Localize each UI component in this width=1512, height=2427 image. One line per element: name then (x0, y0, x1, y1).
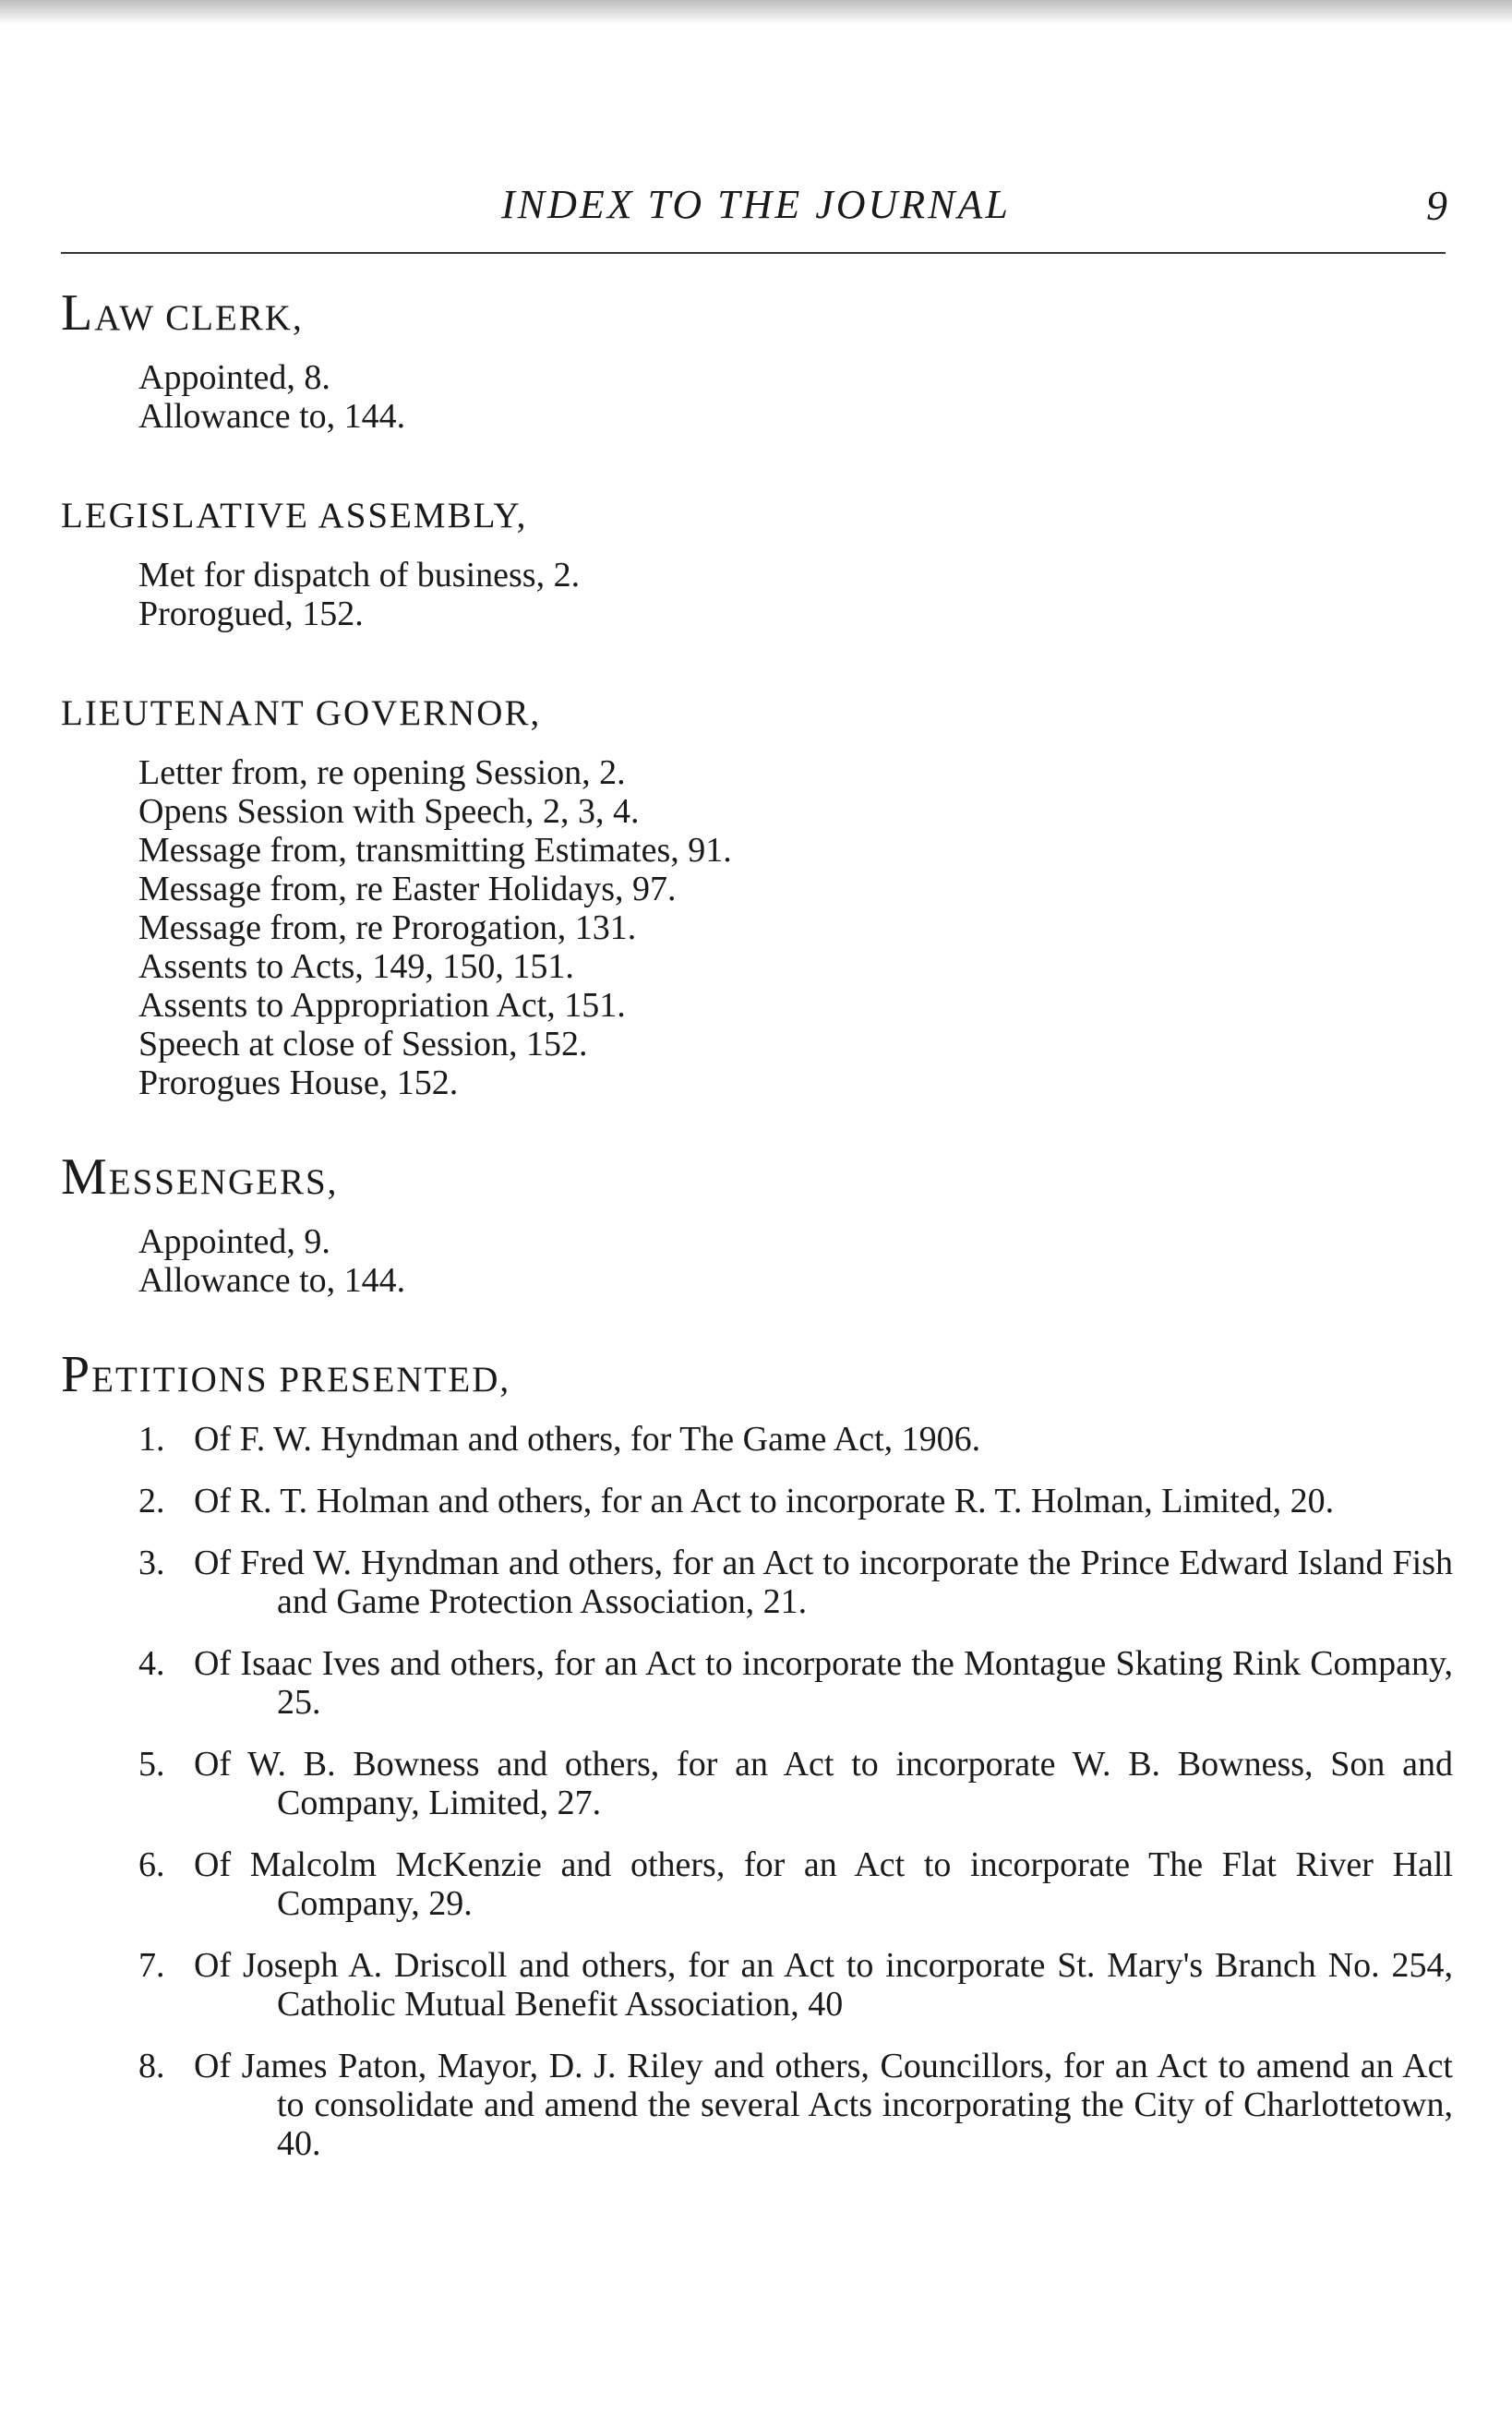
entry-item: Prorogues House, 152. (138, 1063, 459, 1102)
scan-edge-shadow (0, 0, 1512, 24)
entry-item: Message from, re Prorogation, 131. (138, 908, 637, 947)
petition-number: 4. (138, 1644, 165, 1683)
heading-text: LIEUTENANT GOVERNOR, (61, 693, 542, 733)
index-entry-legislative-assembly (61, 491, 1453, 633)
petition-number: 7. (138, 1946, 165, 1985)
entry-heading (61, 689, 1453, 733)
drop-initial: L (61, 284, 95, 342)
running-title: INDEX TO THE JOURNAL (501, 182, 1011, 227)
entry-items (138, 358, 1453, 436)
index-entry-law-clerk (61, 284, 1453, 436)
petition-text: Of F. W. Hyndman and others, for The Game Act, 1906. (194, 1420, 981, 1459)
petition-number: 3. (138, 1544, 165, 1582)
petition-item (138, 2047, 1453, 2163)
entry-item: Assents to Appropriation Act, 151. (138, 986, 626, 1025)
petition-item (138, 1946, 1453, 2024)
drop-initial: M (61, 1148, 109, 1206)
entry-heading (61, 491, 1453, 535)
entry-item: Appointed, 9. (138, 1222, 330, 1261)
petition-number: 2. (138, 1482, 165, 1520)
entry-items (138, 1222, 1453, 1300)
entry-item: Prorogued, 152. (138, 595, 364, 633)
petition-item (138, 1845, 1453, 1923)
entry-item: Assents to Acts, 149, 150, 151. (138, 947, 574, 986)
drop-initial: P (61, 1346, 92, 1403)
petition-text: Of R. T. Holman and others, for an Act to incorporate R. T. Holman, Limited, 20. (194, 1482, 1335, 1520)
entry-item: Speech at close of Session, 152. (138, 1025, 588, 1063)
index-entry-messengers (61, 1148, 1453, 1300)
entry-item: Met for dispatch of business, 2. (138, 556, 581, 595)
running-head (0, 181, 1512, 236)
entry-heading (61, 1346, 1453, 1403)
entry-heading (61, 284, 1453, 342)
entry-item: Message from, transmitting Estimates, 91. (138, 831, 732, 870)
petition-number: 1. (138, 1420, 165, 1459)
petition-number: 5. (138, 1745, 165, 1784)
heading-text: ESSENGERS, (108, 1162, 339, 1202)
petition-text: Of Isaac Ives and others, for an Act to incorporate the Montague Skating Rink Company, 25. (194, 1644, 1453, 1722)
petition-number: 8. (138, 2047, 165, 2085)
entry-item: Appointed, 8. (138, 358, 330, 397)
heading-text: LEGISLATIVE ASSEMBLY, (61, 496, 528, 535)
entry-item: Message from, re Easter Holidays, 97. (138, 870, 677, 908)
entry-heading (61, 1148, 1453, 1206)
entry-item: Opens Session with Speech, 2, 3, 4. (138, 792, 640, 831)
entry-item: Allowance to, 144. (138, 397, 406, 436)
petition-text: Of W. B. Bowness and others, for an Act to incorporate W. B. Bowness, Son and Company, Limited, 27. (194, 1745, 1453, 1822)
index-content (61, 284, 1453, 2186)
petition-item (138, 1745, 1453, 1822)
entry-item: Allowance to, 144. (138, 1261, 406, 1300)
index-entry-lieutenant-governor (61, 689, 1453, 1102)
petition-item (138, 1482, 1453, 1520)
petition-item (138, 1544, 1453, 1621)
petition-list (138, 1420, 1453, 2163)
header-rule (61, 252, 1446, 254)
heading-text: ETITIONS PRESENTED, (91, 1360, 511, 1400)
heading-text: AW CLERK, (94, 298, 304, 338)
petition-text: Of James Paton, Mayor, D. J. Riley and others, Councillors, for an Act to amend an Act to consolidate and amend the several Acts incorporating the City of Charlottetown, 40. (194, 2047, 1453, 2163)
entry-item: Letter from, re opening Session, 2. (138, 753, 626, 792)
petition-item (138, 1644, 1453, 1722)
petition-item (138, 1420, 1453, 1459)
entry-items (138, 556, 1453, 633)
entry-items (138, 753, 1453, 1102)
page-number: 9 (1426, 182, 1447, 229)
petition-text: Of Joseph A. Driscoll and others, for an Act to incorporate St. Mary's Branch No. 254, Catholic Mutual Benefit Association, 40 (194, 1946, 1453, 2024)
petition-text: Of Malcolm McKenzie and others, for an Act to incorporate The Flat River Hall Company, 29. (194, 1845, 1453, 1923)
index-entry-petitions (61, 1346, 1453, 2163)
petition-text: Of Fred W. Hyndman and others, for an Act to incorporate the Prince Edward Island Fish and Game Protection Association, 21. (194, 1544, 1453, 1621)
petition-number: 6. (138, 1845, 165, 1884)
